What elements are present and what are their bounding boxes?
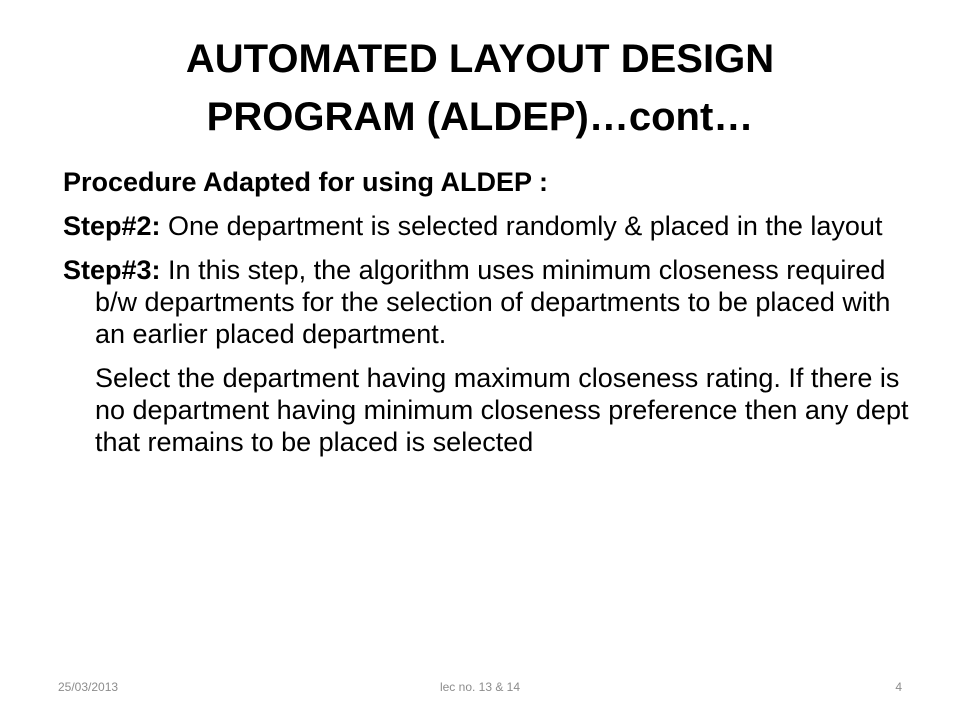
footer-date: 25/03/2013 xyxy=(58,680,119,694)
step-2 xyxy=(63,210,923,242)
slide-body xyxy=(63,166,923,470)
step-2-text: One department is selected randomly & placed in the layout xyxy=(160,211,883,241)
step-3-text: In this step, the algorithm uses minimum closeness required b/w departments for the selection of departments to be placed with an earlier placed department. xyxy=(95,255,891,349)
step-3-continuation: Select the department having maximum closeness rating. If there is no department having minimum closeness preference then any dept that remains to be placed is selected xyxy=(95,363,909,457)
step-3-label: Step#3: xyxy=(63,255,161,285)
step-3 xyxy=(63,254,923,350)
title-line-2: PROGRAM (ALDEP)…cont… xyxy=(206,95,754,139)
slide-title xyxy=(48,30,912,146)
footer-lecture: lec no. 13 & 14 xyxy=(439,680,521,694)
title-line-1: AUTOMATED LAYOUT DESIGN xyxy=(185,37,775,81)
procedure-heading xyxy=(63,166,923,198)
procedure-heading-text: Procedure Adapted for using ALDEP : xyxy=(63,167,549,197)
step-2-label: Step#2: xyxy=(63,211,161,241)
footer-page-number: 4 xyxy=(895,680,902,694)
